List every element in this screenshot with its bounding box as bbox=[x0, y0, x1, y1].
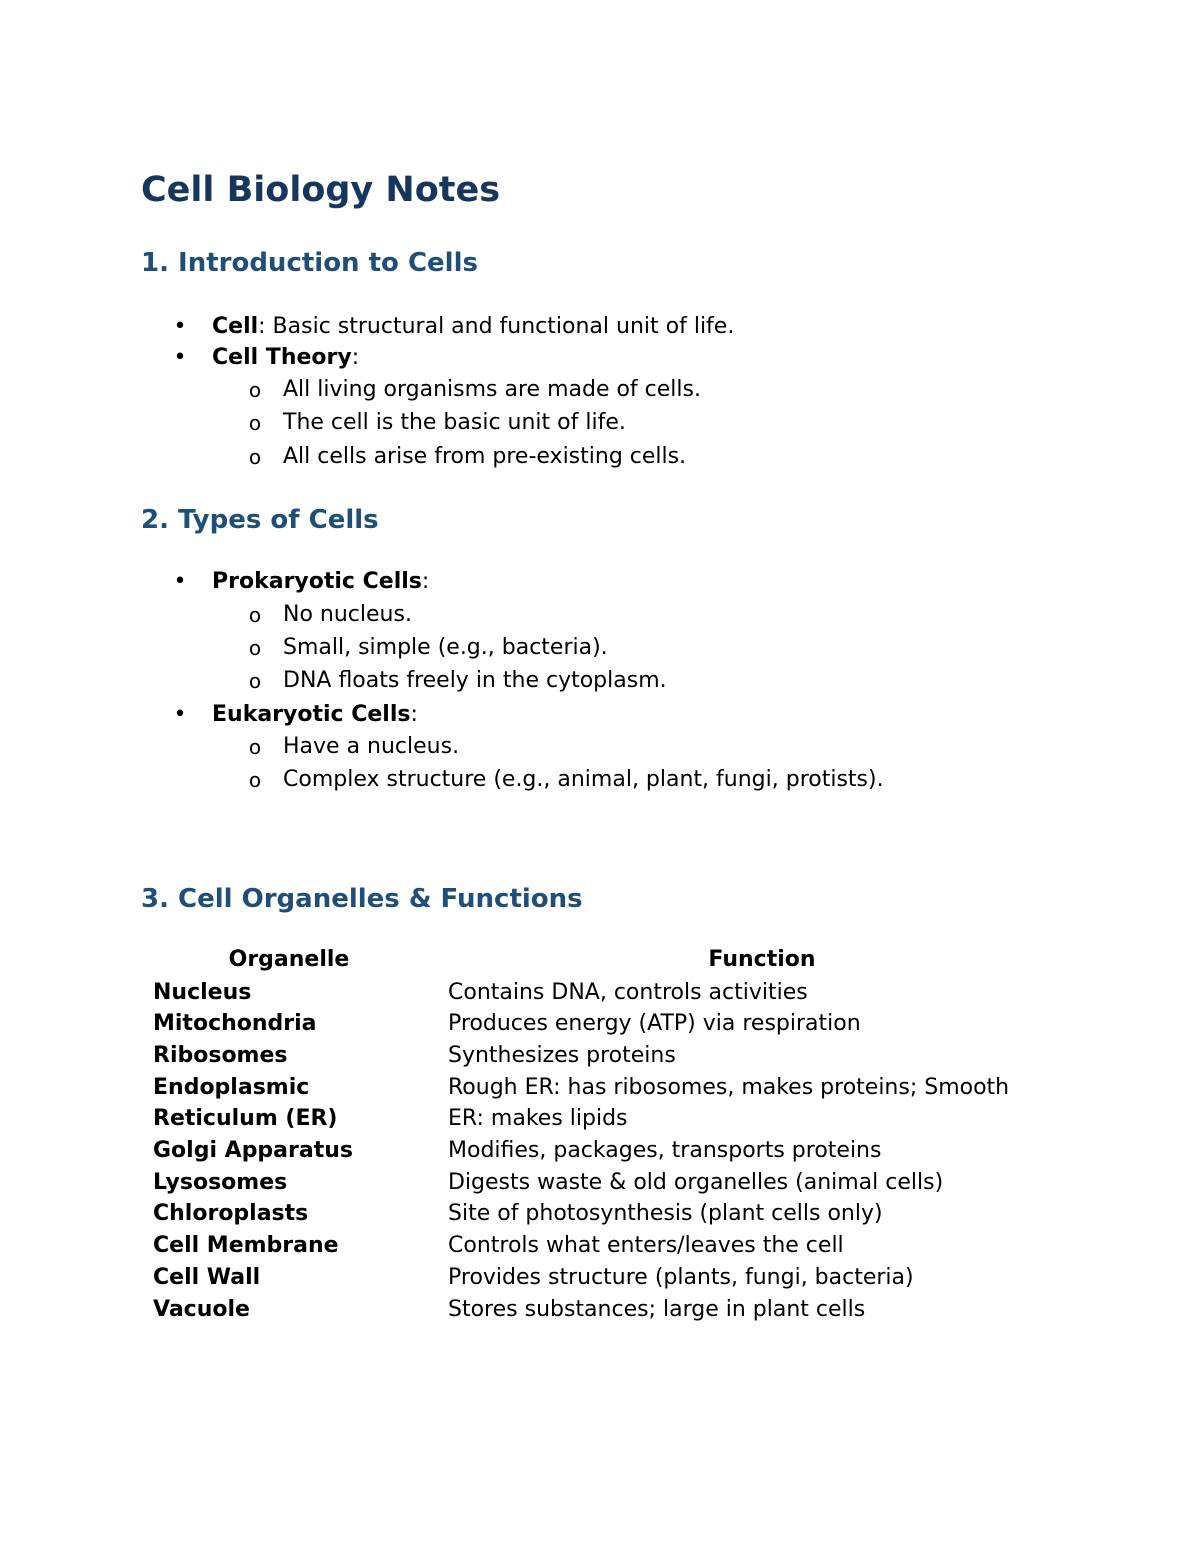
circle-bullet-icon: o bbox=[248, 768, 262, 792]
organelle-cell: Nucleus bbox=[153, 980, 252, 1005]
section-heading-organelles: 3. Cell Organelles & Functions bbox=[141, 884, 583, 914]
bullet-icon: • bbox=[173, 702, 187, 727]
table-header-organelle: Organelle bbox=[228, 947, 350, 972]
bullet-icon: • bbox=[173, 314, 187, 339]
document-page: Cell Biology Notes 1. Introduction to Cells • Cell: Basic structural and functional unit of life. • Cell Theory: o All living organisms are made of cells. o The cell is the basic unit of life. o All cells arise from pre-existing cells. 2. Types of Cells • Prokaryotic Cells: o No nucleus. o Small, simple (e.g., bacteria). o DNA floats freely in the cytoplasm. • Eukaryotic Cells: o Have a nucleus. o Complex structure (e.g., animal, plant, fungi, protists). 3. Cell Organelles & Functions Organelle Function Nucleus Contains DNA, controls activities Mitochondria Produces energy (ATP) via respiration Ribosomes Synthesizes proteins Endoplasmic Rough ER: has ribosomes, makes proteins; Smooth Reticulum (ER) ER: makes lipids Golgi Apparatus Modifies, packages, transports proteins Lysosomes Digests waste & old organelles (animal cells) Chloroplasts Site of photosynthesis (plant cells only) Cell Membrane Controls what enters/leaves the cell Cell Wall Provides structure (plants, fungi, bacteria) Vacuole Stores substances; large in plant cells bbox=[0, 0, 1200, 1553]
circle-bullet-icon: o bbox=[248, 445, 262, 469]
term-prokaryotic: Prokaryotic Cells bbox=[212, 569, 422, 594]
function-cell: Site of photosynthesis (plant cells only) bbox=[448, 1201, 883, 1226]
term-cell-theory: Cell Theory bbox=[212, 345, 352, 370]
bullet-icon: • bbox=[173, 345, 187, 370]
term-eukaryotic: Eukaryotic Cells bbox=[212, 702, 411, 727]
circle-bullet-icon: o bbox=[248, 378, 262, 402]
circle-bullet-icon: o bbox=[248, 669, 262, 693]
organelle-cell: Cell Membrane bbox=[153, 1233, 339, 1258]
circle-bullet-icon: o bbox=[248, 411, 262, 435]
definition-cell: : Basic structural and functional unit of life. bbox=[258, 314, 735, 339]
organelle-cell: Ribosomes bbox=[153, 1043, 288, 1068]
organelle-cell: Mitochondria bbox=[153, 1011, 317, 1036]
section-heading-types: 2. Types of Cells bbox=[141, 505, 379, 535]
organelle-cell: Vacuole bbox=[153, 1297, 250, 1322]
bullet-icon: • bbox=[173, 569, 187, 594]
page-title: Cell Biology Notes bbox=[141, 170, 501, 210]
circle-bullet-icon: o bbox=[248, 735, 262, 759]
organelle-cell: Golgi Apparatus bbox=[153, 1138, 353, 1163]
function-cell: Synthesizes proteins bbox=[448, 1043, 676, 1068]
circle-bullet-icon: o bbox=[248, 603, 262, 627]
function-cell: Modifies, packages, transports proteins bbox=[448, 1138, 882, 1163]
function-cell: Rough ER: has ribosomes, makes proteins; Smooth bbox=[448, 1075, 1010, 1100]
organelle-cell: Lysosomes bbox=[153, 1170, 288, 1195]
function-cell: Digests waste & old organelles (animal cells) bbox=[448, 1170, 944, 1195]
function-cell: Controls what enters/leaves the cell bbox=[448, 1233, 844, 1258]
function-cell: Contains DNA, controls activities bbox=[448, 980, 808, 1005]
function-cell: Provides structure (plants, fungi, bacteria) bbox=[448, 1265, 914, 1290]
table-header-function: Function bbox=[708, 947, 816, 972]
organelle-cell: Chloroplasts bbox=[153, 1201, 309, 1226]
organelle-cell: Reticulum (ER) bbox=[153, 1106, 338, 1131]
function-cell: ER: makes lipids bbox=[448, 1106, 628, 1131]
section-heading-introduction: 1. Introduction to Cells bbox=[141, 248, 478, 278]
organelle-cell: Endoplasmic bbox=[153, 1075, 310, 1100]
circle-bullet-icon: o bbox=[248, 636, 262, 660]
function-cell: Produces energy (ATP) via respiration bbox=[448, 1011, 861, 1036]
term-cell: Cell bbox=[212, 314, 259, 339]
function-cell: Stores substances; large in plant cells bbox=[448, 1297, 866, 1322]
organelle-cell: Cell Wall bbox=[153, 1265, 261, 1290]
